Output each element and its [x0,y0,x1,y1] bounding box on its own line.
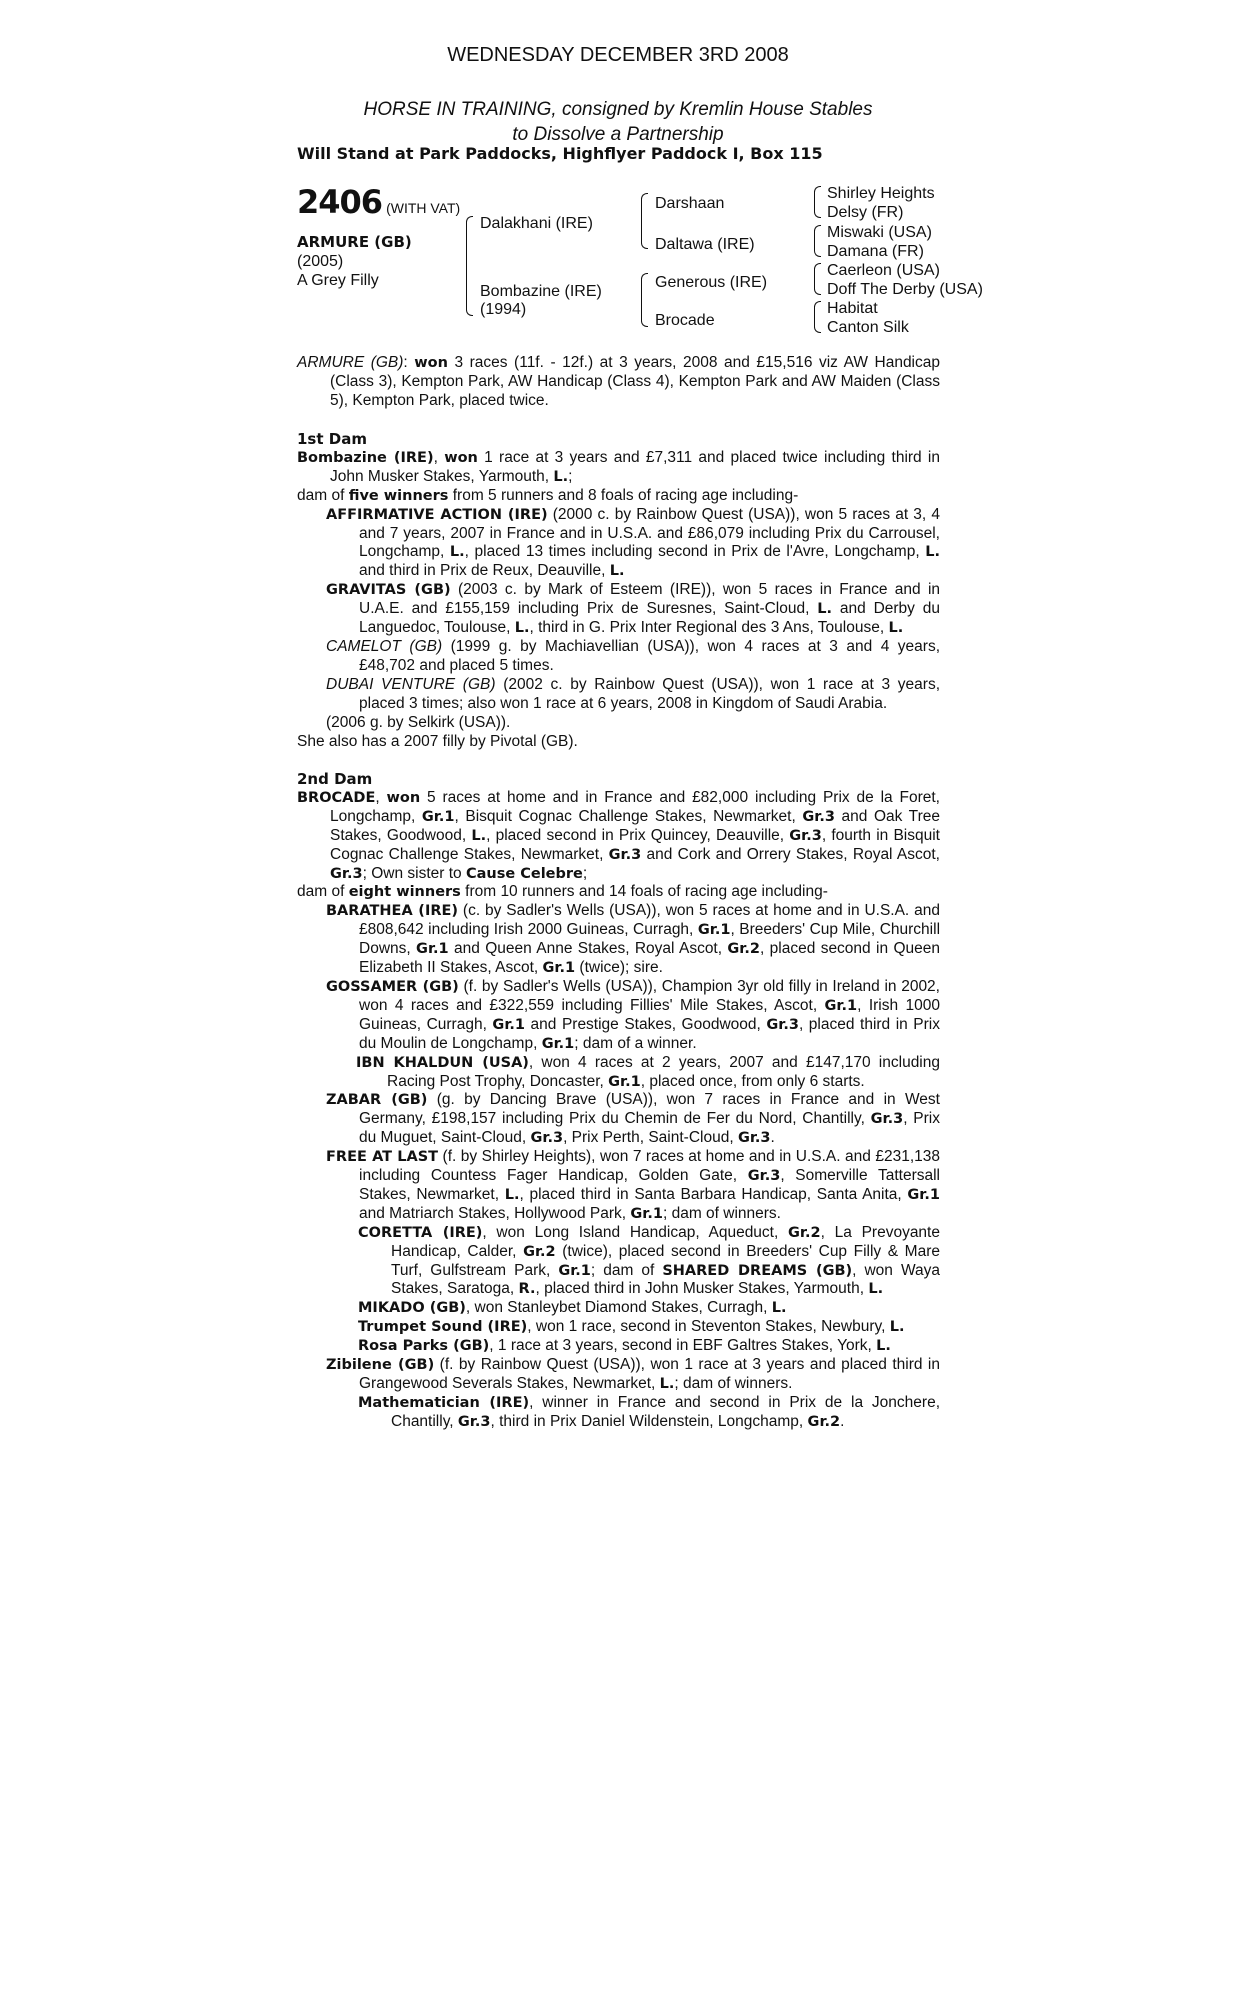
fl-t1: (f. by Shirley Heights), won 7 races at home and in U.S.A. and £231,138 including Countess Fager Handicap, Golden Gate, [359,1148,940,1185]
sd-g3c: Gr.3 [608,846,642,863]
rp-t1: , 1 race at 3 years, second in EBF Galtres Stakes, York, [489,1337,877,1355]
ma-g1: Gr.3 [457,1413,491,1430]
gr-t3: , third in G. Prix Inter Regional des 3 Ans, Toulouse, [529,619,889,637]
produce-camelot [297,638,940,676]
ba-t5: (twice); sire. [575,959,663,977]
first-dam-name: Bombazine (IRE) [297,449,434,466]
sd-g3d: Gr.3 [330,865,363,882]
second-dam-produce-line [297,883,940,902]
ba-t1: (c. by Sadler's Wells (USA)), won 5 races at home and in U.S.A. and £808,642 including Irish 2000 Guineas, Curragh, [359,902,940,939]
go-t5: ; dam of a winner. [574,1034,697,1052]
first-dam-runners: from 5 runners and 8 foals of racing age including- [448,486,799,504]
produce-trumpet-sound [297,1318,940,1337]
consignment-heading [0,97,1236,147]
sd-g1a: Gr.1 [421,808,455,825]
co-t1: , won Long Island Handicap, Aqueduct, [482,1223,789,1241]
first-dam-won: won [444,449,478,466]
sd-runners: from 10 runners and 14 foals of racing age including- [460,883,828,901]
go-g4: Gr.1 [541,1035,575,1052]
pedigree-sds: Miswaki (USA) [827,224,932,241]
ma-t1: , winner in France and second in Prix de la Jonchere, Chantilly, [391,1393,941,1430]
produce-ibn-khaldun [297,1054,940,1092]
fl-name: FREE AT LAST [326,1149,439,1166]
sd-t1: 5 races at home and in France and £82,000 including Prix de la Foret, Longchamp, [330,788,940,825]
pedigree-dds: Habitat [827,300,878,317]
fl-g2: Gr.1 [907,1186,940,1203]
ts-t1: , won 1 race, second in Steventon Stakes, Newbury, [527,1318,890,1336]
ca-text: (1999 g. by Machiavellian (USA)), won 4 races at 3 and 4 years, £48,702 and placed 5 times. [359,637,941,674]
first-dam-heading: 1st Dam [297,430,367,448]
produce-gossamer [297,978,940,1054]
race-record-won: won [414,355,448,371]
ba-t2: , Breeders' Cup Mile, Churchill Downs, [359,921,941,958]
sd-sister: Cause Celebre [465,865,583,882]
ba-g1: Gr.1 [697,922,731,939]
zi-t2: ; dam of winners. [674,1375,793,1392]
aa-name: AFFIRMATIVE ACTION (IRE) [326,506,548,523]
pedigree-brace-dd [814,301,821,333]
ba-name: BARATHEA (IRE) [326,903,459,920]
produce-barathea [297,902,940,978]
go-t4: , placed third in Prix du Moulin de Longchamp, [359,1015,940,1052]
pedigree-sire-sire: Darshaan [655,195,725,212]
ba-g4: Gr.1 [542,960,576,977]
horse-summary [297,233,412,290]
go-t2: , Irish 1000 Guineas, Curragh, [359,996,940,1033]
race-record-paragraph: ARMURE (GB): won 3 races (11f. - 12f.) at 3 years, 2008 and £15,516 viz AW Handicap (Class 3), Kempton Park, AW Handicap (Class 4), Kempton Park and AW Maiden (Class 5), Kempton Park, placed twice. [297,354,940,409]
pedigree-dam-dam: Brocade [655,312,715,329]
produce-dubai-venture [297,676,940,714]
aa-l2: L. [925,544,940,561]
co-g1: Gr.2 [788,1224,821,1241]
fl-l1: L. [504,1186,520,1203]
go-t3: and Prestige Stakes, Goodwood, [525,1015,767,1033]
produce-zibilene [297,1356,940,1394]
horse-name: ARMURE (GB) [297,233,412,251]
pedigree-sdd: Damana (FR) [827,243,924,260]
pedigree-sire: Dalakhani (IRE) [480,215,593,232]
co-t4: ; dam of [590,1261,663,1279]
ba-g2: Gr.1 [416,941,449,958]
za-t1: (g. by Dancing Brave (USA)), won 7 races in France and in West Germany, £198,157 including Prix du Chemin de Fer du Nord, Chantilly, [359,1091,940,1128]
sd-damof: dam of [297,883,349,901]
aa-t2: , placed 13 times including second in Prix de l'Avre, Longchamp, [464,543,926,561]
sd-t2: , Bisquit Cognac Challenge Stakes, Newmarket, [454,807,803,825]
ik-t1: , won 4 races at 2 years, 2007 and £147,170 including Racing Post Trophy, Doncaster, [387,1053,940,1090]
first-dam-produce-line [297,487,940,506]
horse-year: (2005) [297,253,344,270]
gr-l3: L. [888,620,904,637]
mi-name: MIKADO (GB) [358,1300,466,1317]
aa-l3: L. [609,563,625,580]
pedigree-dam-year: (1994) [480,301,527,318]
sd-won: won [386,789,421,806]
race-record-horse: ARMURE (GB) [297,354,404,371]
pedigree-sss: Shirley Heights [827,185,935,202]
pedigree-brace-ss [814,186,821,218]
za-t4: . [770,1129,775,1147]
sd-t5: , fourth in Bisquit Cognac Challenge Stakes, Newmarket, [330,826,940,863]
sd-t7: ; Own sister to [362,864,466,882]
first-dam-record: Bombazine (IRE), won 1 race at 3 years and £7,311 and placed twice including third in John Musker Stakes, Yarmouth, L.; [297,448,941,485]
go-g1: Gr.1 [824,997,858,1014]
horse-description: A Grey Filly [297,272,379,289]
fl-g1: Gr.3 [747,1168,781,1185]
zi-name: Zibilene (GB) [326,1357,435,1374]
pedigree-brace-gen1 [466,216,473,316]
vat-note: (WITH VAT) [386,200,461,216]
race-record-text: 3 races (11f. - 12f.) at 3 years, 2008 and £15,516 viz AW Handicap (Class 3), Kempton Park, AW Handicap (Class 4), Kempton Park and AW Maiden (Class 5), Kempton Park, placed twice. [330,354,940,409]
za-t3: , Prix Perth, Saint-Cloud, [563,1129,738,1147]
pedigree-dss: Caerleon (USA) [827,262,940,279]
dv-name: DUBAI VENTURE (GB) [326,675,496,693]
second-dam-record: BROCADE, won 5 races at home and in France and £82,000 including Prix de la Foret, Longchamp, Gr.1, Bisquit Cognac Challenge Stakes, Newmarket, Gr.3 and Oak Tree Stakes, Goodwood, L., placed second in Prix Quincey, Deauville, Gr.3, fourth in Bisquit Cognac Challenge Stakes, Newmarket, Gr.3 and Cork and Orrery Stakes, Royal Ascot, Gr.3; Own sister to Cause Celebre; [297,788,940,882]
pedigree-brace-sd [814,225,821,257]
lot-number-block [297,183,460,221]
pedigree-ssd: Delsy (FR) [827,204,904,221]
za-g2: Gr.3 [530,1130,564,1147]
pedigree-dam-sire: Generous (IRE) [655,274,768,291]
sd-t4: , placed second in Prix Quincey, Deauville, [486,826,790,844]
ca-name: CAMELOT (GB) [326,637,443,655]
mi-l: L. [771,1300,787,1317]
co-g2: Gr.2 [523,1243,556,1260]
rp-l: L. [876,1338,891,1355]
mi-t1: , won Stanleybet Diamond Stakes, Curragh, [465,1299,772,1317]
produce-affirmative-action [297,506,940,582]
fl-t3: , placed third in Santa Barbara Handicap, Santa Anita, [519,1185,908,1203]
co-t3: (twice), placed second in Breeders' Cup Filly & Mare Turf, Gulfstream Park, [391,1242,940,1279]
ts-l: L. [889,1319,905,1336]
produce-zabar [297,1091,940,1148]
stand-location: Will Stand at Park Paddocks, Highflyer Paddock I, Box 115 [297,144,823,163]
pedigree-sire-dam: Daltawa (IRE) [655,236,755,253]
ma-name: Mathematician (IRE) [358,1394,530,1411]
first-dam-damof: dam of [297,486,349,504]
go-name: GOSSAMER (GB) [326,978,459,995]
pedigree-dsd: Doff The Derby (USA) [827,281,983,298]
sale-date: WEDNESDAY DECEMBER 3RD 2008 [447,44,789,66]
ts-name: Trumpet Sound (IRE) [358,1319,528,1336]
first-dam-record-listed: L. [553,468,569,485]
sd-g3a: Gr.3 [802,808,835,825]
go-g2: Gr.1 [492,1016,526,1033]
sd-t3: and Oak Tree Stakes, Goodwood, [330,807,940,844]
second-dam-section [297,770,940,1432]
sd-winners: eight winners [348,884,461,901]
consignment-line-2: to Dissolve a Partnership [512,124,724,145]
first-dam-winners: five winners [348,487,449,504]
ba-t4: , placed second in Queen Elizabeth II Stakes, Ascot, [359,940,940,977]
ik-t2: , placed once, from only 6 starts. [640,1072,865,1090]
second-dam-heading: 2nd Dam [297,770,373,788]
dv-text: (2002 c. by Rainbow Quest (USA)), won 1 race at 3 years, placed 3 times; also won 1 race at 6 years, 2008 in Kingdom of Saudi Arabia. [359,675,940,712]
sd-la: L. [471,827,487,844]
fl-t2: , Somerville Tattersall Stakes, Newmarket, [359,1167,941,1203]
gr-name: GRAVITAS (GB) [326,582,451,599]
produce-mathematician [297,1394,940,1432]
co-t6: , placed third in John Musker Stakes, Yarmouth, [535,1280,869,1298]
sd-t6: and Cork and Orrery Stakes, Royal Ascot, [641,845,940,863]
first-dam-section [297,430,940,751]
pedigree-dam: Bombazine (IRE) [480,283,602,300]
go-g3: Gr.3 [766,1016,799,1033]
consignment-line-1: HORSE IN TRAINING, consigned by Kremlin House Stables [363,99,873,120]
fl-g3: Gr.1 [630,1205,663,1222]
zi-l: L. [659,1376,675,1392]
produce-selkirk: (2006 g. by Selkirk (USA)). [326,713,511,731]
ba-g3: Gr.2 [727,941,760,958]
sd-t8: ; [582,864,588,882]
gr-l1: L. [817,601,833,618]
produce-free-at-last [297,1148,940,1224]
aa-l1: L. [449,544,465,561]
produce-rosa-parks [297,1337,940,1356]
sd-g3b: Gr.3 [789,827,822,844]
gr-t1: (2003 c. by Mark of Esteem (IRE)), won 5 races in France and in U.A.E. and £155,159 including Prix de Suresnes, Saint-Cloud, [359,581,941,618]
co-r: R. [518,1281,536,1298]
za-g3: Gr.3 [737,1130,771,1147]
rp-name: Rosa Parks (GB) [358,1338,490,1355]
produce-coretta [297,1224,940,1300]
co-g3: Gr.1 [558,1262,591,1279]
produce-gravitas [297,581,940,638]
gr-t2: and Derby du Languedoc, Toulouse, [359,600,940,637]
lot-number: 2406 [297,183,383,221]
co-name: CORETTA (IRE) [358,1224,483,1241]
ma-g2: Gr.2 [807,1413,841,1430]
ma-t2: , third in Prix Daniel Wildenstein, Longchamp, [490,1412,808,1430]
co-t5: , won Waya Stakes, Saratoga, [391,1261,940,1298]
first-dam-record-end: ; [568,467,573,485]
aa-t3: and third in Prix de Reux, Deauville, [359,562,610,580]
za-t2: , Prix du Muguet, Saint-Cloud, [359,1110,940,1147]
za-g1: Gr.3 [870,1111,904,1128]
first-dam-record-text: 1 race at 3 years and £7,311 and placed twice including third in John Musker Stakes, Yarmouth, [330,448,941,485]
race-record [297,354,940,411]
aa-t1: (2000 c. by Rainbow Quest (USA)), won 5 races at 3, 4 and 7 years, 2007 in France and in U.S.A. and £86,079 including Prix du Carrousel, Longchamp, [359,505,940,561]
produce-mikado [297,1299,940,1318]
za-name: ZABAR (GB) [326,1092,428,1109]
pedigree-ddd: Canton Silk [827,319,909,336]
fl-t5: ; dam of winners. [662,1204,781,1222]
co-shared-dreams: SHARED DREAMS (GB) [662,1262,853,1279]
go-t1: (f. by Sadler's Wells (USA)), Champion 3yr old filly in Ireland in 2002, won 4 races and £322,559 including Fillies' Mile Stakes, Ascot, [359,977,940,1014]
ik-name: IBN KHALDUN (USA) [356,1054,529,1071]
co-l: L. [868,1281,884,1298]
zi-t1: (f. by Rainbow Quest (USA)), won 1 race at 3 years and placed third in Grangewood Severals Stakes, Newmarket, [359,1356,940,1392]
ik-g1: Gr.1 [608,1073,641,1090]
pedigree-brace-ds [814,263,821,295]
pedigree-brace-sire [641,193,648,249]
co-t2: , La Prevoyante Handicap, Calder, [391,1223,940,1260]
ba-t3: and Queen Anne Stakes, Royal Ascot, [448,940,728,958]
first-dam-also: She also has a 2007 filly by Pivotal (GB). [297,732,578,750]
fl-t4: and Matriarch Stakes, Hollywood Park, [359,1204,631,1222]
ma-t3: . [840,1412,845,1430]
pedigree-brace-dam [641,273,648,327]
gr-l2: L. [514,620,530,637]
sd-name: BROCADE [297,789,376,806]
